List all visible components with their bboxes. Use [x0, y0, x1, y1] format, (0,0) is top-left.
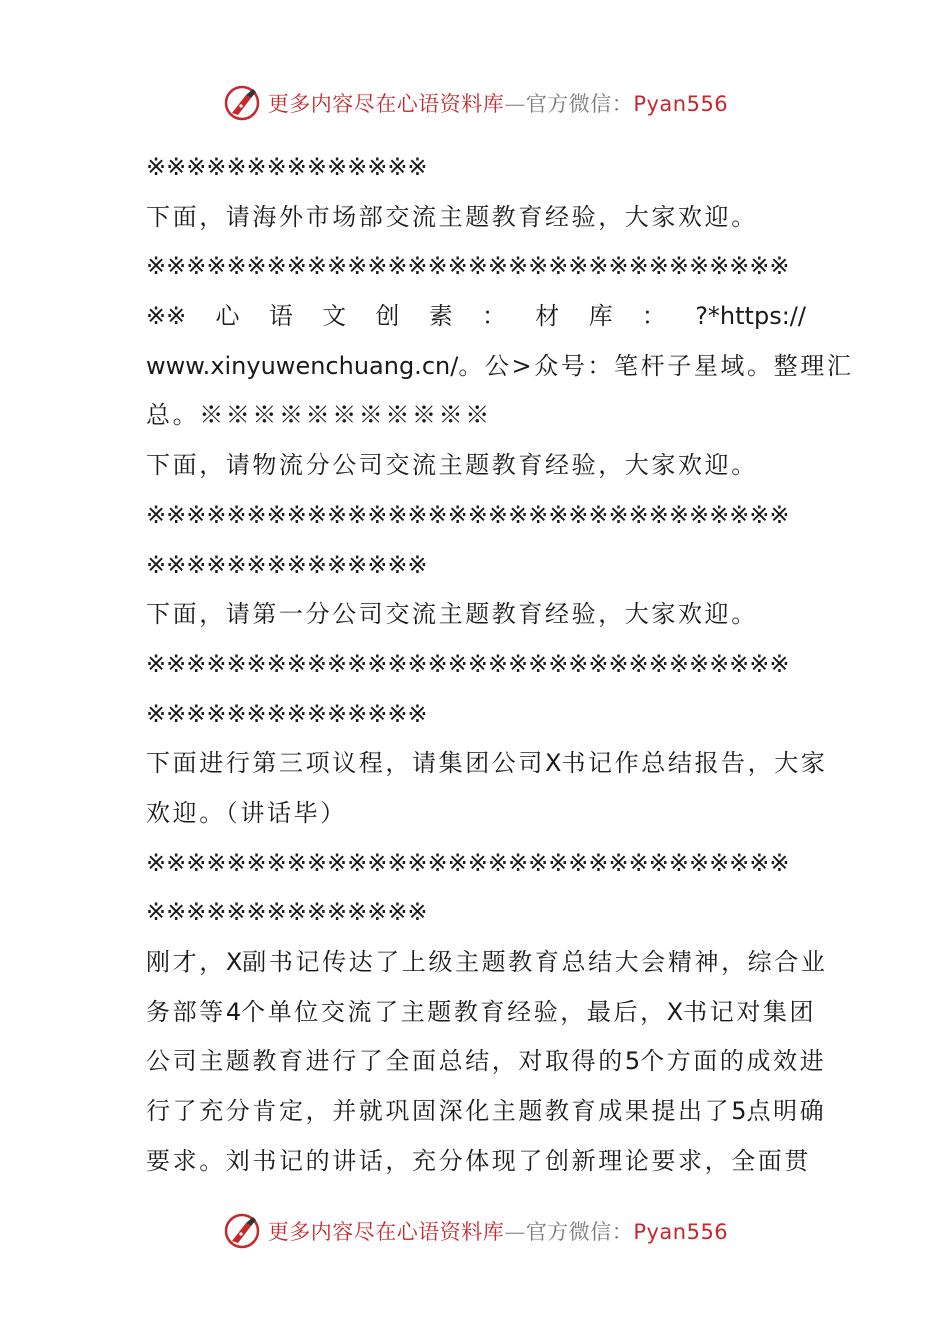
body-line-4-url-start: ?*https://	[695, 302, 806, 331]
header-banner-dash: —	[504, 92, 526, 116]
body-line-6: 总。※※※※※※※※※※※	[146, 401, 492, 430]
body-line-13-a: 下面进行第三项议程，请集团公司	[146, 749, 545, 778]
body-line-1: ※※※※※※※※※※※※※※	[146, 153, 428, 181]
body-line-9: ※※※※※※※※※※※※※※	[146, 550, 428, 579]
body-line-8: ※※※※※※※※※※※※※※※※※※※※※※※※※※※※※※※※	[146, 500, 790, 529]
body-line-4-part: 语	[268, 302, 293, 331]
body-line-19-b: 个方面的成效进	[640, 1047, 827, 1076]
body-line-15: ※※※※※※※※※※※※※※※※※※※※※※※※※※※※※※※※	[146, 848, 790, 877]
body-line-17-b: 副书记传达了上级主题教育总结大会精神，综合业	[242, 948, 828, 976]
body-line-5	[146, 342, 854, 392]
pen-nib-logo-icon	[222, 83, 262, 123]
body-line-20-b: 点明确	[746, 1097, 827, 1126]
header-banner-text	[268, 88, 728, 118]
body-line-4-part: 材	[535, 302, 560, 331]
body-line-11: ※※※※※※※※※※※※※※※※※※※※※※※※※※※※※※※※	[146, 649, 790, 678]
footer-banner-gray: 官方微信：	[525, 1220, 634, 1244]
body-line-17-a: 刚才，	[146, 948, 226, 976]
body-line-21: 要求。刘书记的讲话，充分体现了创新理论要求，全面贯	[146, 1146, 811, 1175]
body-line-20-a: 行了充分肯定，并就巩固深化主题教育成果提出了	[146, 1097, 732, 1126]
body-line-12: ※※※※※※※※※※※※※※	[146, 699, 428, 728]
body-line-13-b: 书记作总结报告，大家	[561, 749, 828, 778]
body-line-10: 下面，请第一分公司交流主题教育经验，大家欢迎。	[146, 600, 758, 629]
pen-nib-logo-icon	[222, 1211, 262, 1251]
body-line-5-rest: 。公>众号：笔杆子星域。整理汇	[458, 351, 854, 380]
body-line-18-c: 书记对集团	[683, 997, 817, 1026]
header-banner-gray: 官方微信：	[525, 92, 634, 116]
body-line-2: 下面，请海外市场部交流主题教育经验，大家欢迎。	[146, 202, 758, 231]
footer-banner-text	[268, 1216, 728, 1246]
body-line-4	[146, 292, 806, 342]
body-line-18-a: 务部等	[146, 997, 226, 1026]
body-line-13-x: X	[545, 749, 562, 778]
body-line-20	[146, 1087, 827, 1137]
document-body	[146, 143, 854, 1186]
body-line-4-part: ※※	[146, 302, 187, 331]
body-line-19-a: 公司主题教育进行了全面总结，对取得的	[146, 1047, 625, 1076]
header-banner-red: 更多内容尽在心语资料库	[267, 92, 505, 116]
body-line-13	[146, 739, 828, 789]
body-line-5-url: www.xinyuwenchuang.cn/	[146, 351, 459, 380]
body-line-7: 下面，请物流分公司交流主题教育经验，大家欢迎。	[146, 451, 758, 480]
body-line-17	[146, 938, 828, 988]
body-line-4-part: 库	[588, 302, 613, 331]
body-line-4-part: 创	[375, 302, 400, 331]
page-footer-banner	[0, 1208, 950, 1254]
body-line-4-part: 素	[428, 302, 453, 331]
footer-banner-wechat: Pyan556	[633, 1220, 729, 1244]
body-line-18-x: X	[666, 997, 684, 1026]
body-line-19	[146, 1037, 827, 1087]
body-line-17-x: X	[225, 948, 243, 976]
page-header-banner	[0, 80, 950, 126]
footer-banner-dash: —	[504, 1220, 526, 1244]
body-line-4-part: ：	[482, 302, 506, 331]
footer-banner-red: 更多内容尽在心语资料库	[267, 1220, 505, 1244]
body-line-18-n: 4	[225, 997, 242, 1026]
body-line-14: 欢迎。（讲话毕）	[146, 798, 347, 827]
body-line-18-b: 个单位交流了主题教育经验，最后，	[241, 997, 667, 1026]
body-line-20-n: 5	[731, 1097, 747, 1126]
header-banner-wechat: Pyan556	[633, 92, 729, 116]
body-line-4-part: ：	[641, 302, 666, 331]
body-line-4-part: 文	[322, 302, 347, 331]
body-line-3: ※※※※※※※※※※※※※※※※※※※※※※※※※※※※※※※※	[146, 252, 790, 281]
body-line-16: ※※※※※※※※※※※※※※	[146, 898, 428, 927]
body-line-4-part: 心	[215, 302, 240, 331]
body-line-19-n: 5	[624, 1047, 641, 1076]
body-line-18	[146, 988, 817, 1038]
